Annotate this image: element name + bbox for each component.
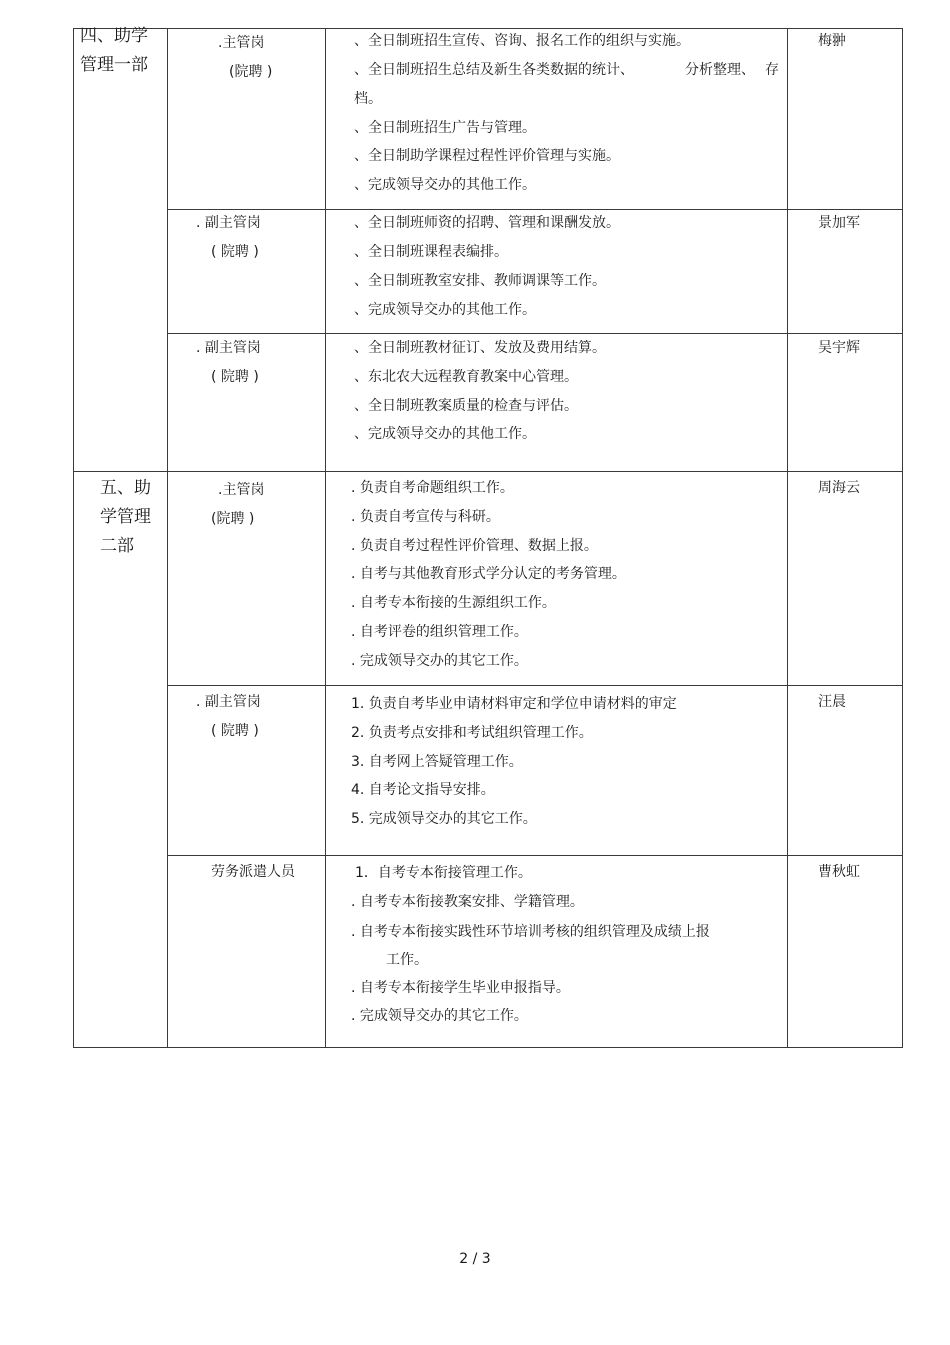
post-subtitle: (院聘 )	[229, 64, 273, 80]
duty-item: 、全日制班教室安排、教师调课等工作。	[354, 273, 606, 289]
duty-item: . 自考与其他教育形式学分认定的考务管理。	[351, 566, 626, 582]
duty-item: 、全日制班招生宣传、咨询、报名工作的组织与实施。	[354, 33, 690, 49]
department-line: 四、助学	[80, 26, 148, 46]
duty-item: . 自考专本衔接实践性环节培训考核的组织管理及成绩上报	[351, 924, 710, 940]
page-number: 2 / 3	[459, 1251, 491, 1267]
table-rule	[167, 209, 903, 210]
duty-item: . 负责自考过程性评价管理、数据上报。	[351, 538, 598, 554]
duty-item: 、全日制班课程表编排。	[354, 244, 508, 260]
table-rule	[325, 28, 326, 1048]
table-rule	[167, 28, 168, 1048]
post-subtitle: ( 院聘 )	[211, 369, 259, 385]
person-name: 周海云	[818, 480, 860, 496]
department-line: 五、助	[100, 478, 151, 498]
department-line: 管理一部	[80, 55, 148, 75]
table-rule	[167, 685, 903, 686]
person-name: 梅翀	[818, 33, 846, 49]
duty-item: 、全日制班师资的招聘、管理和课酬发放。	[354, 215, 620, 231]
duty-item: 、全日制助学课程过程性评价管理与实施。	[354, 148, 620, 164]
duty-item: . 负责自考宣传与科研。	[351, 509, 500, 525]
department-label	[80, 22, 148, 80]
post-title: . 副主管岗	[196, 694, 261, 710]
duty-item: . 自考专本衔接教案安排、学籍管理。	[351, 894, 584, 910]
post-title: .主管岗	[218, 35, 265, 51]
table-rule	[902, 28, 903, 1048]
duty-item: . 完成领导交办的其它工作。	[351, 653, 528, 669]
duty-item: 1. 负责自考毕业申请材料审定和学位申请材料的审定	[351, 696, 677, 712]
table-rule	[73, 28, 903, 29]
table-rule	[787, 28, 788, 1048]
table-rule	[73, 1047, 903, 1048]
duty-item: 、完成领导交办的其他工作。	[354, 302, 536, 318]
duty-item: 、全日制班招生总结及新生各类数据的统计、	[354, 62, 634, 78]
post-subtitle: (院聘 )	[211, 511, 255, 527]
duty-item: 5. 完成领导交办的其它工作。	[351, 811, 537, 827]
duty-item: 、完成领导交办的其他工作。	[354, 177, 536, 193]
duty-item: 工作。	[386, 952, 428, 968]
table-rule	[73, 28, 74, 1048]
post-subtitle: ( 院聘 )	[211, 723, 259, 739]
duty-item: 、全日制班教材征订、发放及费用结算。	[354, 340, 606, 356]
duty-item: . 完成领导交办的其它工作。	[351, 1008, 528, 1024]
table-rule	[73, 471, 903, 472]
duty-item: 、东北农大远程教育教案中心管理。	[354, 369, 578, 385]
post-title: .主管岗	[218, 482, 265, 498]
duty-item: . 自考评卷的组织管理工作。	[351, 624, 528, 640]
duty-item: 4. 自考论文指导安排。	[351, 782, 495, 798]
person-name: 景加军	[818, 215, 860, 231]
duty-item: . 自考专本衔接学生毕业申报指导。	[351, 980, 570, 996]
duty-item: 、全日制班教案质量的检查与评估。	[354, 398, 578, 414]
duty-item: . 自考专本衔接的生源组织工作。	[351, 595, 556, 611]
person-name: 曹秋虹	[818, 864, 860, 880]
post-subtitle: ( 院聘 )	[211, 244, 259, 260]
department-line: 学管理	[100, 507, 151, 527]
person-name: 汪晨	[818, 694, 846, 710]
post-title: . 副主管岗	[196, 340, 261, 356]
table-rule	[167, 333, 903, 334]
duty-item: 3. 自考网上答疑管理工作。	[351, 754, 523, 770]
table-rule	[167, 855, 903, 856]
duty-item: 2. 负责考点安排和考试组织管理工作。	[351, 725, 593, 741]
duty-item: 分析整理、	[685, 62, 755, 78]
post-title: . 副主管岗	[196, 215, 261, 231]
duty-item: . 负责自考命题组织工作。	[351, 480, 514, 496]
post-title: 劳务派遣人员	[211, 864, 295, 880]
duty-item: 1．自考专本衔接管理工作。	[355, 865, 532, 881]
duty-item: 档。	[354, 91, 382, 107]
department-label	[100, 474, 151, 561]
duty-item: 、完成领导交办的其他工作。	[354, 426, 536, 442]
duty-item: 存	[765, 62, 779, 78]
duty-item: 、全日制班招生广告与管理。	[354, 120, 536, 136]
person-name: 吴宇辉	[818, 340, 860, 356]
department-line: 二部	[100, 536, 134, 556]
